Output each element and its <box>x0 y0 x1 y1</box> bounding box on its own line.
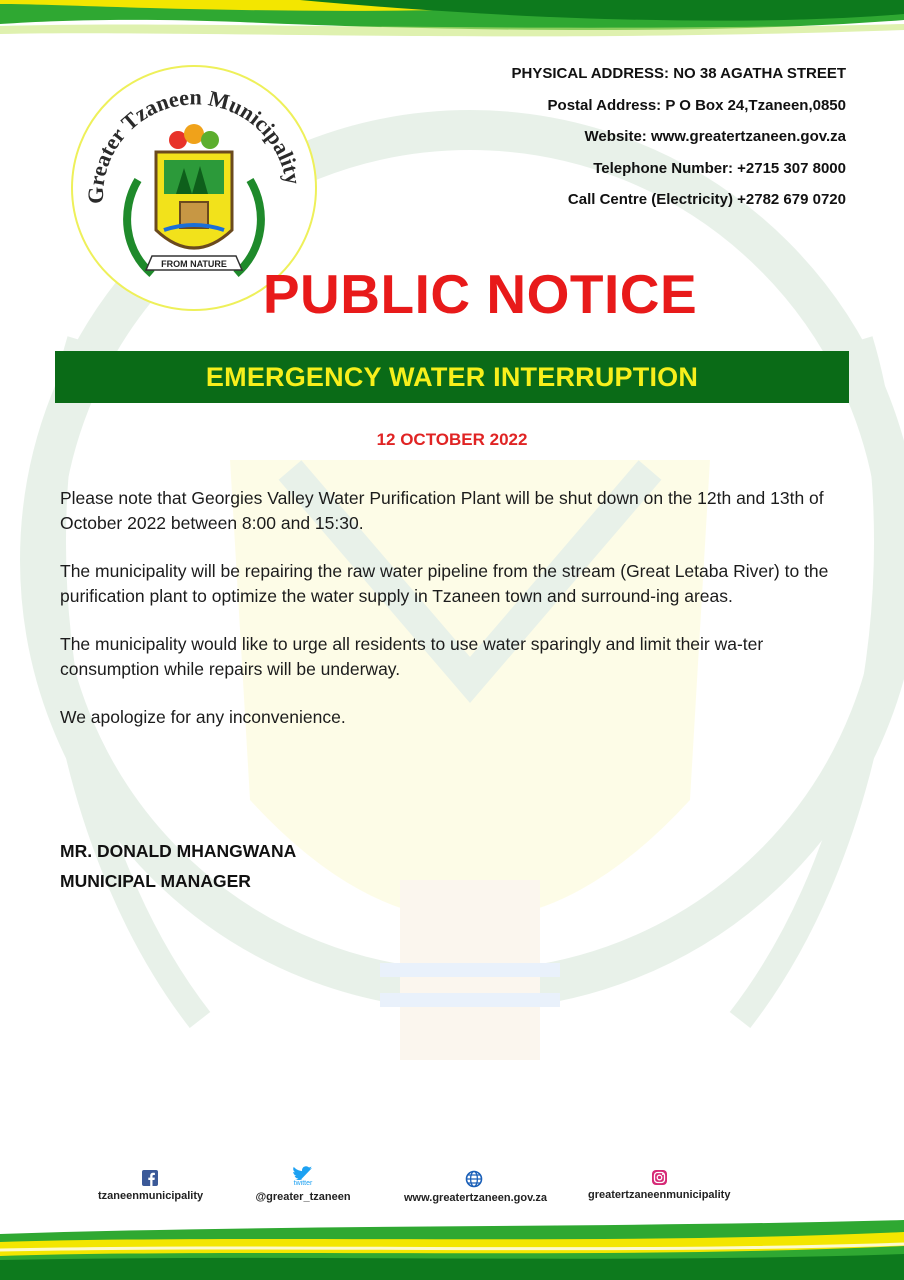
twitter-wordmark: twitter <box>293 1180 313 1187</box>
bottom-decorative-stripes <box>0 1220 904 1280</box>
twitter-handle: @greater_tzaneen <box>255 1191 351 1203</box>
postal-address: Postal Address: P O Box 24,Tzaneen,0850 <box>547 96 846 114</box>
logo-motto: FROM NATURE <box>161 259 227 269</box>
social-twitter[interactable] <box>255 1166 351 1203</box>
signature-block <box>60 836 296 896</box>
instagram-icon <box>652 1170 667 1185</box>
physical-address: PHYSICAL ADDRESS: NO 38 AGATHA STREET <box>511 65 846 82</box>
body-paragraph: Please note that Georgies Valley Water Purification Plant will be shut down on the 12th and 13th of October 2022 between 8:00 and 15:30. <box>60 488 824 533</box>
twitter-bird-icon <box>292 1166 314 1180</box>
social-facebook[interactable] <box>98 1170 202 1202</box>
facebook-icon <box>142 1170 158 1186</box>
website-contact: Website: www.greatertzaneen.gov.za <box>584 128 846 145</box>
notice-body <box>60 486 850 754</box>
call-centre-number: Call Centre (Electricity) +2782 679 0720 <box>567 191 846 208</box>
body-paragraph: The municipality would like to urge all residents to use water sparingly and limit their wa-ter consumption while repairs will be underway. <box>60 634 764 679</box>
globe-icon <box>465 1170 483 1188</box>
telephone-number: Telephone Number: +2715 307 8000 <box>593 159 846 177</box>
signatory-title: MUNICIPAL MANAGER <box>60 871 251 891</box>
facebook-handle: tzaneenmunicipality <box>98 1190 204 1202</box>
contact-block <box>512 58 846 216</box>
logo-ring-text: Greater Tzaneen Municipality <box>82 84 307 204</box>
banner-text: EMERGENCY WATER INTERRUPTION <box>205 361 699 392</box>
instagram-handle: greatertzaneenmunicipality <box>588 1189 731 1201</box>
social-instagram[interactable] <box>588 1170 730 1201</box>
body-paragraph: The municipality will be repairing the raw water pipeline from the stream (Great Letaba River) to the purification plant to optimize the water supply in Tzaneen town and surround-ing areas. <box>60 561 829 606</box>
notice-date: 12 OCTOBER 2022 <box>376 430 528 449</box>
social-website[interactable] <box>404 1170 548 1204</box>
notice-title: PUBLIC NOTICE <box>262 263 698 325</box>
signatory-name: MR. DONALD MHANGWANA <box>60 841 297 861</box>
website-link: www.greatertzaneen.gov.za <box>404 1192 548 1204</box>
emergency-banner <box>55 351 849 403</box>
body-paragraph: We apologize for any inconvenience. <box>60 707 346 727</box>
